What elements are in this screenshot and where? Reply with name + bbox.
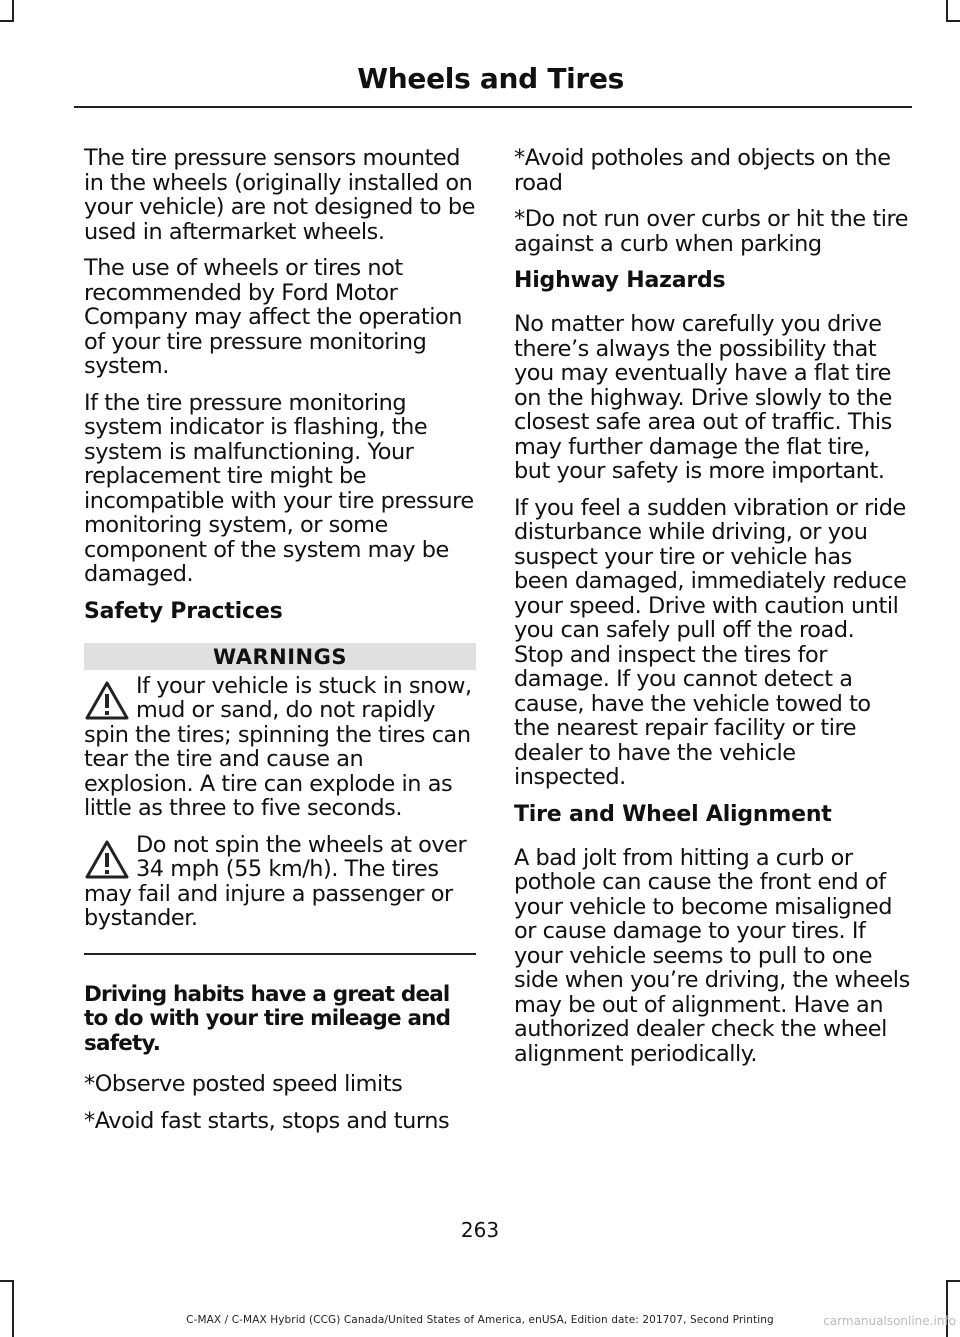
warning-triangle-icon bbox=[84, 839, 130, 881]
paragraph: No matter how carefully you drive there’s always the possibility that you may eventually have a flat tire on the highway. Drive slowly to the closest safe area out of traffic. This may further damage the flat tire, but your safety is more important. bbox=[514, 311, 892, 484]
crop-mark bbox=[12, 0, 14, 20]
section-heading: Tire and Wheel Alignment bbox=[514, 801, 832, 827]
left-column bbox=[84, 146, 476, 1145]
crop-mark bbox=[946, 1280, 960, 1282]
header-divider bbox=[74, 106, 912, 108]
bullet-item: *Do not run over curbs or hit the tire against a curb when parking bbox=[514, 206, 909, 257]
crop-mark bbox=[946, 0, 948, 20]
warnings-header: WARNINGS bbox=[84, 643, 476, 670]
paragraph: The tire pressure sensors mounted in the wheels (originally installed on your vehicle) are not designed to be used in aftermarket wheels. bbox=[84, 145, 475, 245]
page-number: 263 bbox=[460, 1218, 500, 1242]
crop-mark bbox=[12, 1280, 14, 1337]
warning-item bbox=[84, 833, 476, 931]
bullet-item: *Avoid potholes and objects on the road bbox=[514, 145, 891, 196]
paragraph: If the tire pressure monitoring system indicator is flashing, the system is malfunctioning. Your replacement tire might be incompatible with your tire pressure monitoring system, or some component of the system may be damaged. bbox=[84, 389, 474, 587]
crop-mark bbox=[946, 1280, 948, 1337]
crop-mark bbox=[946, 20, 960, 22]
warning-triangle-icon bbox=[84, 680, 130, 722]
right-column bbox=[514, 146, 910, 1078]
warning-text: Do not spin the wheels at over 34 mph (55 km/h). The tires may fail and injure a passenger or bystander. bbox=[84, 831, 467, 931]
watermark: carmanualsonline.info bbox=[823, 1314, 956, 1328]
section-heading: Safety Practices bbox=[84, 598, 283, 624]
warning-text: If your vehicle is stuck in snow, mud or sand, do not rapidly spin the tires; spinning the tires can tear the tire and cause an explosion. A tire can explode in as little as three to five seconds. bbox=[84, 672, 472, 821]
paragraph: If you feel a sudden vibration or ride disturbance while driving, or you suspect your tire or vehicle has been damaged, immediately reduce your speed. Drive with caution until you can safely pull off the road. Stop and inspect the tires for damage. If you cannot detect a cause, have the vehicle towed to the nearest repair facility or tire dealer to have the vehicle inspected. bbox=[514, 494, 907, 790]
section-heading: Highway Hazards bbox=[514, 268, 726, 293]
page-title: Wheels and Tires bbox=[357, 62, 624, 95]
crop-mark bbox=[0, 20, 14, 22]
paragraph: A bad jolt from hitting a curb or pothole can cause the front end of your vehicle to become misaligned or cause damage to your tires. If your vehicle seems to pull to one side when you’re driving, the wheels may be out of alignment. Have an authorized dealer check the wheel alignment periodically. bbox=[514, 844, 910, 1067]
bullet-item: *Avoid fast starts, stops and turns bbox=[84, 1107, 450, 1134]
warnings-divider bbox=[84, 953, 476, 955]
warning-item bbox=[84, 674, 476, 821]
crop-mark bbox=[0, 1280, 14, 1282]
section-heading: Driving habits have a great deal to do with your tire mileage and safety. bbox=[84, 981, 451, 1056]
edition-footer: C-MAX / C-MAX Hybrid (CCG) Canada/United States of America, enUSA, Edition date: 201707, Second Printing bbox=[186, 1314, 774, 1326]
bullet-item: *Observe posted speed limits bbox=[84, 1071, 403, 1097]
paragraph: The use of wheels or tires not recommended by Ford Motor Company may affect the operation of your tire pressure monitoring system. bbox=[84, 255, 462, 379]
